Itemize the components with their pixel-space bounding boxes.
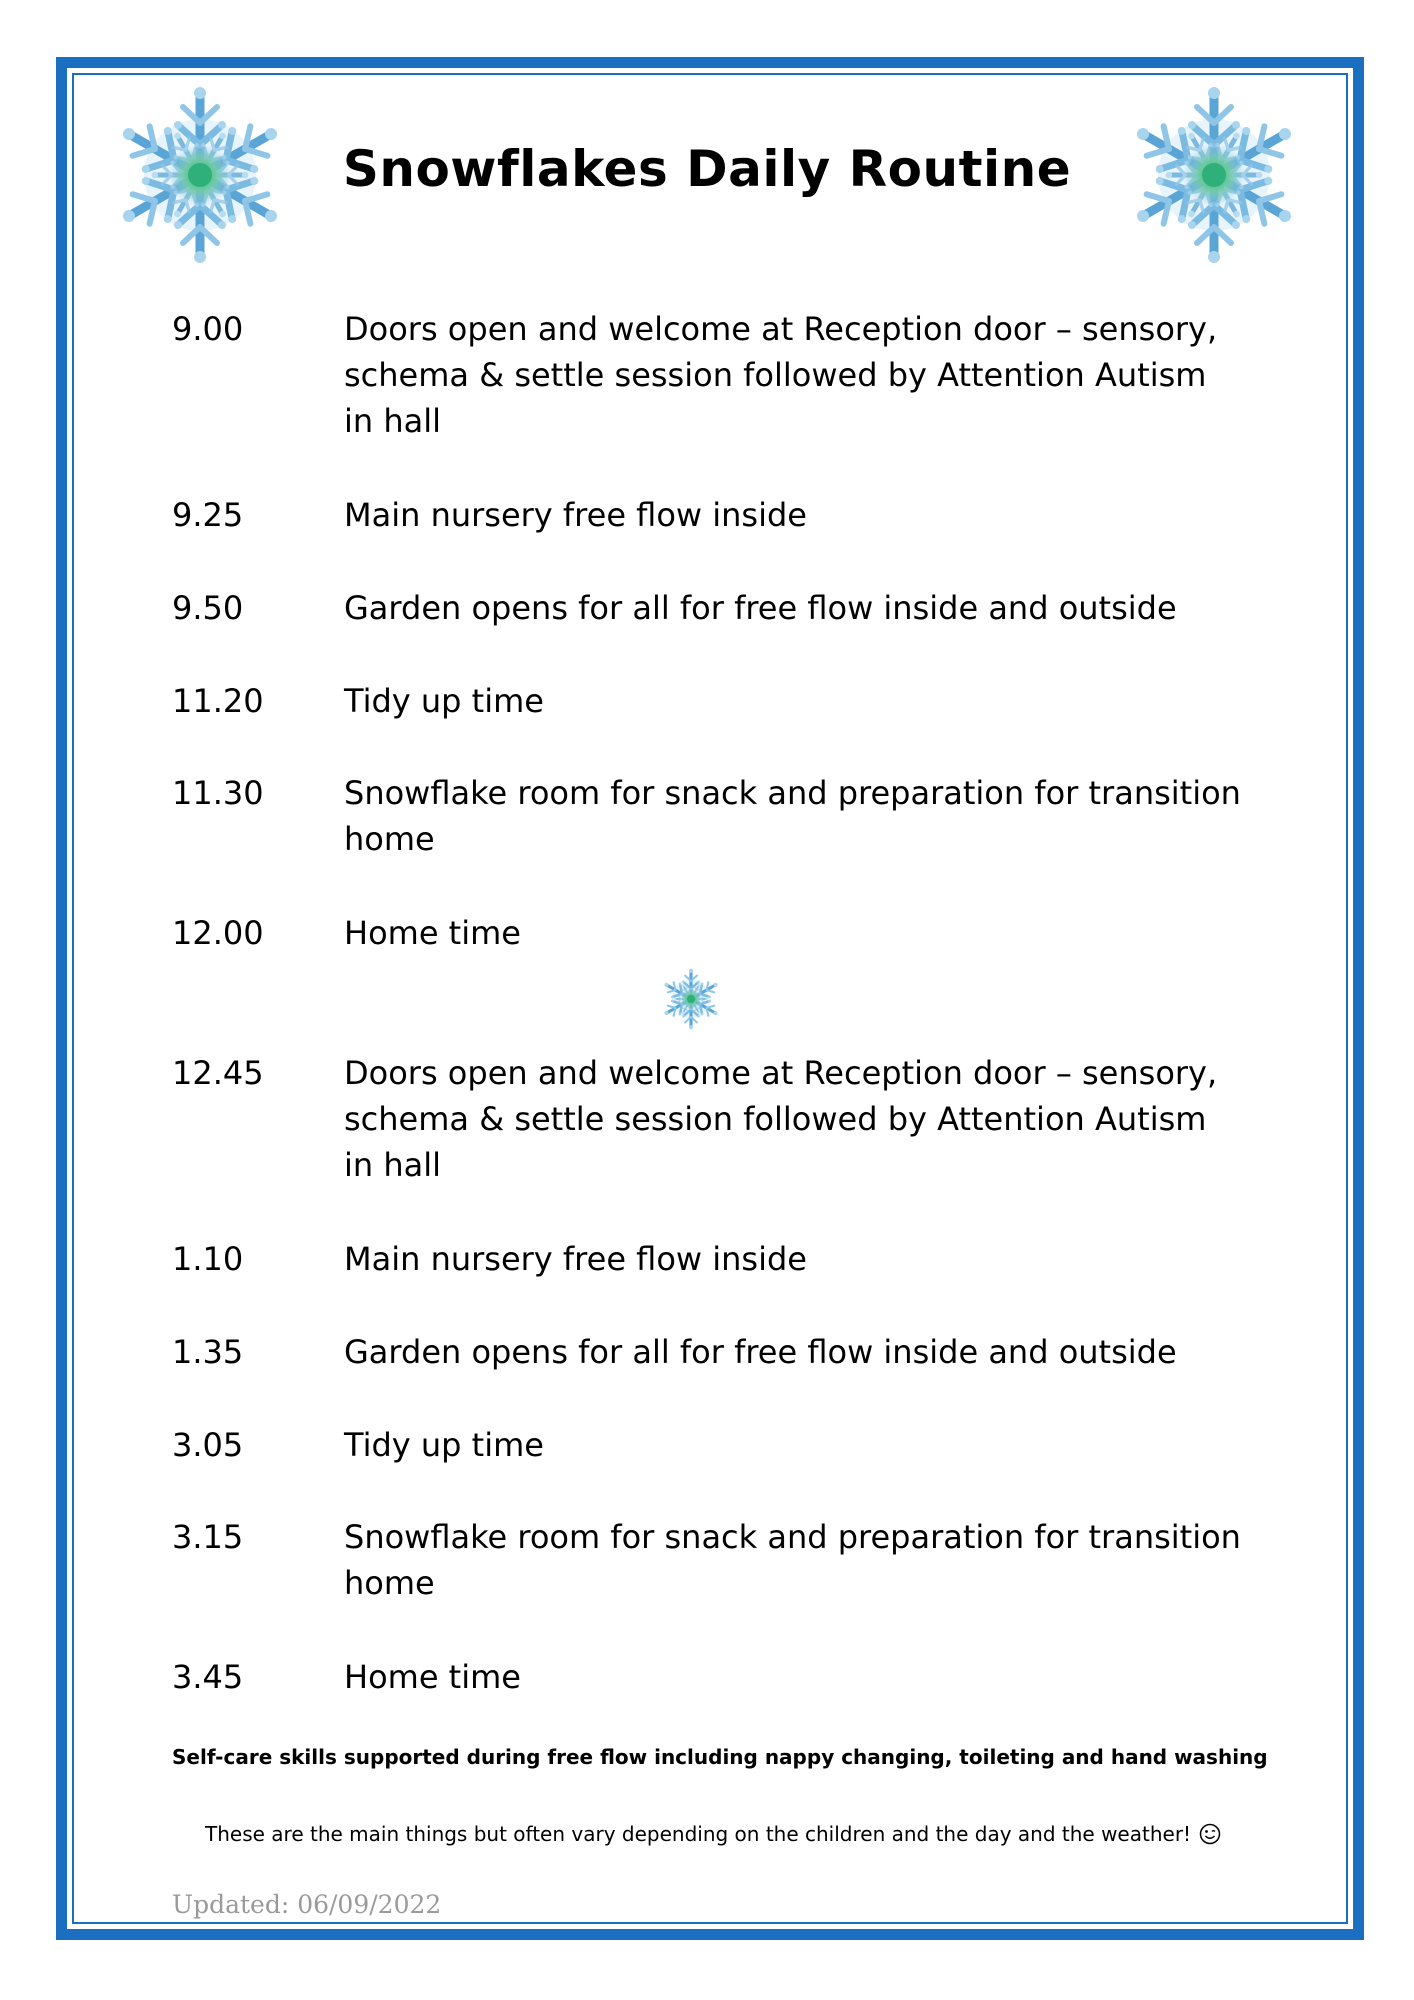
variation-note-text: These are the main things but often vary depending on the children and the day and the weather! <box>205 1822 1192 1846</box>
schedule-activity: Garden opens for all for free flow inside and outside <box>344 589 1177 627</box>
page-title: Snowflakes Daily Routine <box>342 140 1072 198</box>
schedule-activity: Home time <box>344 1658 521 1696</box>
schedule-activity: Tidy up time <box>344 682 544 720</box>
schedule-activity: Doors open and welcome at Reception door – sensory, schema & settle session followed by Attention Autism in hall <box>344 310 1218 440</box>
schedule-activity: Home time <box>344 914 521 952</box>
snowflake-icon <box>660 966 722 1032</box>
schedule-time: 12.45 <box>172 1054 264 1092</box>
smiley-icon <box>1199 1823 1221 1845</box>
schedule-activity: Garden opens for all for free flow inside and outside <box>344 1333 1177 1371</box>
snowflake-icon <box>110 80 290 270</box>
schedule-time: 11.30 <box>172 774 264 812</box>
schedule-activity: Main nursery free flow inside <box>344 1240 807 1278</box>
schedule-activity: Doors open and welcome at Reception door – sensory, schema & settle session followed by Attention Autism in hall <box>344 1054 1218 1184</box>
variation-note <box>205 1822 1255 1846</box>
schedule-time: 1.10 <box>172 1240 244 1278</box>
schedule-time: 11.20 <box>172 682 264 720</box>
schedule-time: 3.05 <box>172 1426 244 1464</box>
schedule-time: 1.35 <box>172 1333 244 1371</box>
schedule-activity: Tidy up time <box>344 1426 544 1464</box>
schedule-time: 12.00 <box>172 914 264 952</box>
schedule-time: 9.00 <box>172 310 244 348</box>
schedule-time: 3.45 <box>172 1658 244 1696</box>
schedule-activity: Snowflake room for snack and preparation for transition home <box>344 1518 1241 1602</box>
schedule-time: 3.15 <box>172 1518 244 1556</box>
schedule-time: 9.25 <box>172 496 244 534</box>
schedule-activity: Main nursery free flow inside <box>344 496 807 534</box>
updated-date: Updated: 06/09/2022 <box>172 1890 442 1919</box>
snowflake-icon <box>1124 80 1304 270</box>
schedule-activity: Snowflake room for snack and preparation for transition home <box>344 774 1241 858</box>
schedule-time: 9.50 <box>172 589 244 627</box>
self-care-note: Self-care skills supported during free flow including nappy changing, toileting and hand washing <box>172 1745 1268 1769</box>
